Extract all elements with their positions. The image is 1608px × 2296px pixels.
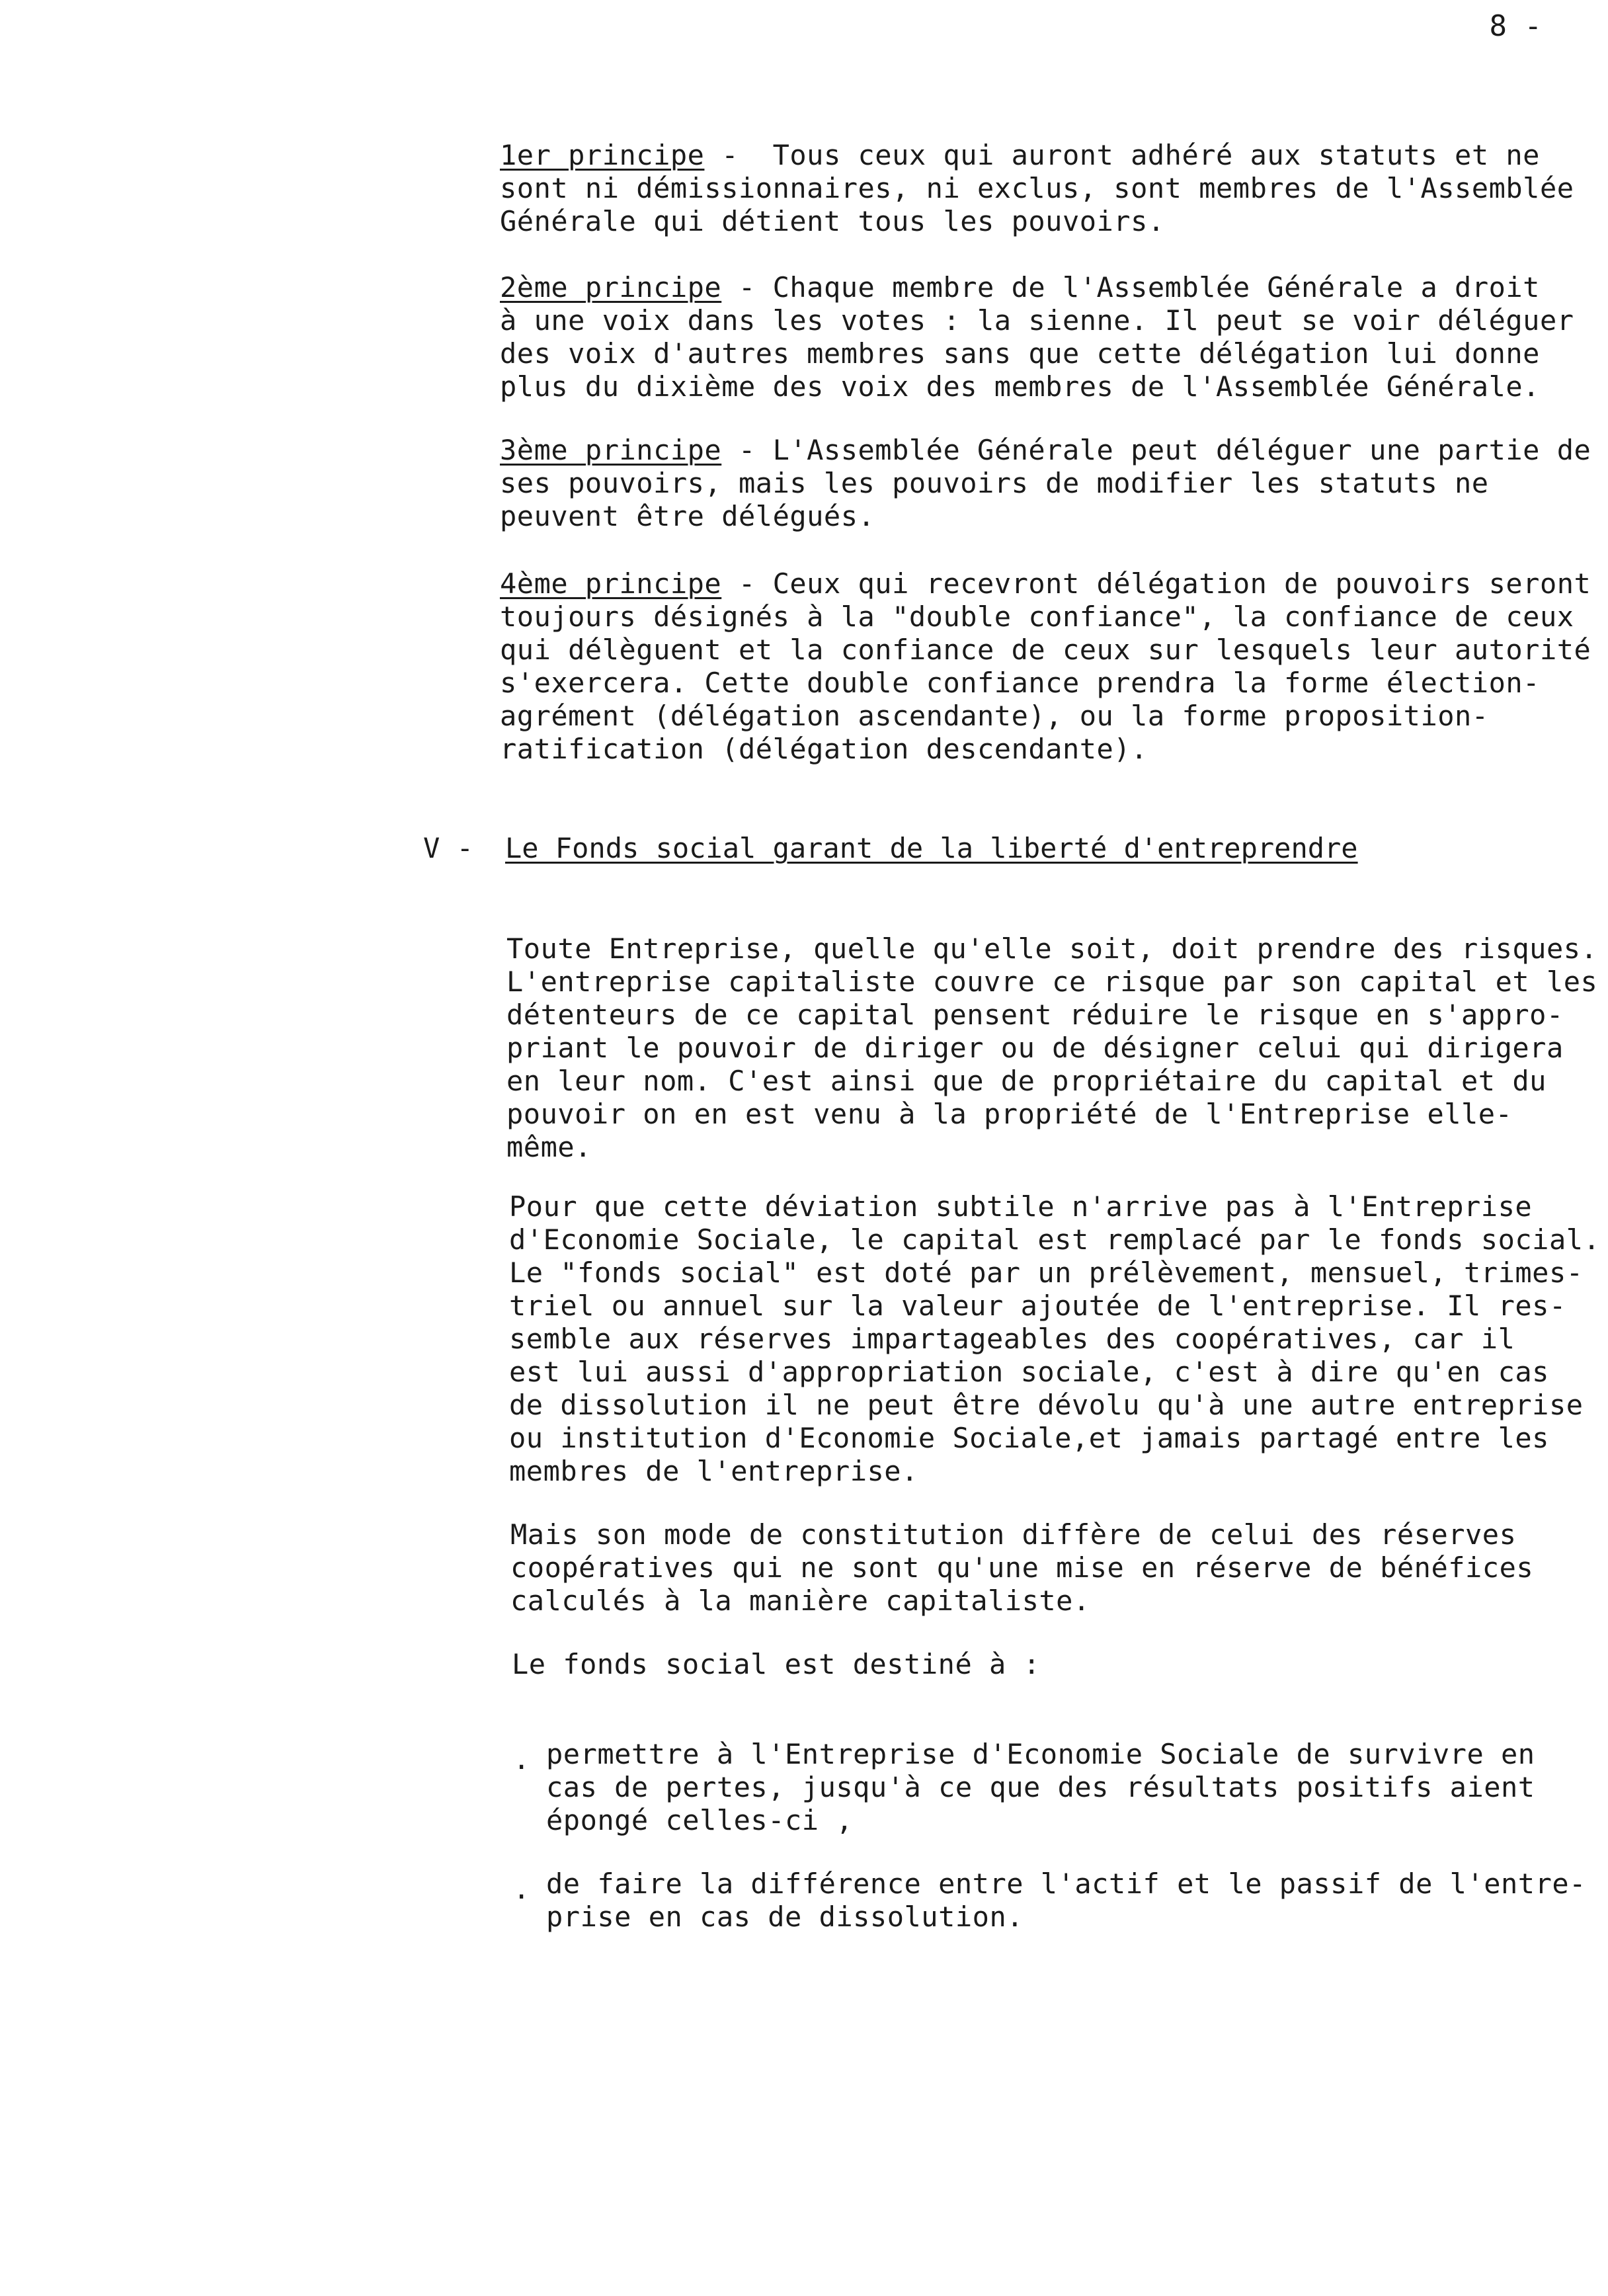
principle-3-line-1: 3ème principe - L'Assemblée Générale peut déléguer une partie de [500, 434, 1591, 466]
principle-2-line-4: plus du dixième des voix des membres de l'Assemblée Générale. [500, 370, 1540, 403]
paragraph-1-line-6: pouvoir on en est venu à la propriété de l'Entreprise elle- [506, 1098, 1513, 1130]
paragraph-3-line-1: Mais son mode de constitution diffère de celui des réserves [510, 1518, 1517, 1551]
paragraph-2-line-2: d'Economie Sociale, le capital est remplacé par le fonds social. [509, 1223, 1601, 1256]
paragraph-1 [506, 932, 1597, 1164]
principle-3 [500, 434, 1591, 533]
principle-2 [500, 271, 1574, 403]
paragraph-1-line-3: détenteurs de ce capital pensent réduire le risque en s'appro- [506, 999, 1564, 1031]
paragraph-2-line-6: est lui aussi d'appropriation sociale, c'est à dire qu'en cas [509, 1356, 1549, 1388]
principle-4-line-3: qui délèguent et la confiance de ceux sur lesquels leur autorité [500, 634, 1591, 666]
principle-3-line-3: peuvent être délégués. [500, 500, 875, 532]
principle-4-label: 4ème principe [500, 567, 722, 600]
bullet-mark: . [513, 1743, 530, 1776]
principle-4-line-1: 4ème principe - Ceux qui recevront délégation de pouvoirs seront [500, 567, 1591, 600]
page-number: 8 - [1489, 9, 1542, 43]
section-number: V - [423, 832, 473, 864]
bullet-mark: . [513, 1873, 530, 1905]
paragraph-2-line-5: semble aux réserves impartageables des coopératives, car il [509, 1323, 1515, 1355]
principle-1-label: 1er principe [500, 139, 705, 171]
principle-2-label: 2ème principe [500, 271, 722, 304]
paragraph-3-line-3: calculés à la manière capitaliste. [510, 1584, 1090, 1617]
principle-4-line-2: toujours désignés à la "double confiance", la confiance de ceux [500, 600, 1574, 633]
paragraph-1-line-7: même. [506, 1131, 592, 1163]
paragraph-2-line-7: de dissolution il ne peut être dévolu qu'à une autre entreprise [509, 1389, 1584, 1421]
section-title: Le Fonds social garant de la liberté d'entreprendre [505, 832, 1358, 864]
paragraph-1-line-4: priant le pouvoir de diriger ou de désigner celui qui dirigera [506, 1032, 1564, 1064]
bullet-item-2 [513, 1867, 1586, 1934]
bullet-2-line-2: prise en cas de dissolution. [546, 1901, 1024, 1933]
bullet-2-line-1: de faire la différence entre l'actif et le passif de l'entre- [546, 1867, 1586, 1900]
principle-4 [500, 567, 1591, 766]
paragraph-1-line-1: Toute Entreprise, quelle qu'elle soit, doit prendre des risques. [506, 932, 1598, 965]
paragraph-3-line-2: coopératives qui ne sont qu'une mise en réserve de bénéfices [510, 1551, 1534, 1584]
paragraph-2-line-8: ou institution d'Economie Sociale,et jamais partagé entre les [509, 1422, 1549, 1454]
bullet-1-line-1: permettre à l'Entreprise d'Economie Sociale de survivre en [546, 1738, 1535, 1770]
paragraph-3 [510, 1518, 1533, 1618]
principle-4-line-5: agrément (délégation ascendante), ou la forme proposition- [500, 700, 1489, 732]
paragraph-1-line-2: L'entreprise capitaliste couvre ce risque par son capital et les [506, 965, 1598, 998]
paragraph-2-line-3: Le "fonds social" est doté par un prélèvement, mensuel, trimes- [509, 1256, 1584, 1289]
principle-4-line-4: s'exercera. Cette double confiance prendra la forme élection- [500, 667, 1540, 699]
paragraph-4 [512, 1648, 1040, 1681]
paragraph-2-line-1: Pour que cette déviation subtile n'arrive pas à l'Entreprise [509, 1190, 1533, 1223]
bullet-1-line-2: cas de pertes, jusqu'à ce que des résultats positifs aient [546, 1771, 1535, 1803]
principle-1 [500, 139, 1574, 238]
paragraph-2-line-4: triel ou annuel sur la valeur ajoutée de l'entreprise. Il res- [509, 1290, 1566, 1322]
principle-1-line-2: sont ni démissionnaires, ni exclus, sont membres de l'Assemblée [500, 172, 1574, 204]
paragraph-2 [509, 1190, 1600, 1488]
paragraph-4-line-1: Le fonds social est destiné à : [512, 1648, 1041, 1680]
principle-1-line-3: Générale qui détient tous les pouvoirs. [500, 205, 1165, 237]
paragraph-1-line-5: en leur nom. C'est ainsi que de propriétaire du capital et du [506, 1065, 1547, 1097]
principle-4-line-6: ratification (délégation descendante). [500, 733, 1148, 765]
bullet-1-line-3: épongé celles-ci , [546, 1804, 854, 1836]
principle-1-line-1: 1er principe - Tous ceux qui auront adhéré aux statuts et ne [500, 139, 1540, 171]
principle-2-line-3: des voix d'autres membres sans que cette délégation lui donne [500, 337, 1540, 370]
paragraph-2-line-9: membres de l'entreprise. [509, 1455, 918, 1487]
principle-2-line-2: à une voix dans les votes : la sienne. Il peut se voir déléguer [500, 304, 1574, 337]
bullet-item-1 [513, 1738, 1535, 1837]
principle-3-label: 3ème principe [500, 434, 722, 466]
principle-3-line-2: ses pouvoirs, mais les pouvoirs de modifier les statuts ne [500, 467, 1489, 499]
principle-2-line-1: 2ème principe - Chaque membre de l'Assemblée Générale a droit [500, 271, 1540, 304]
